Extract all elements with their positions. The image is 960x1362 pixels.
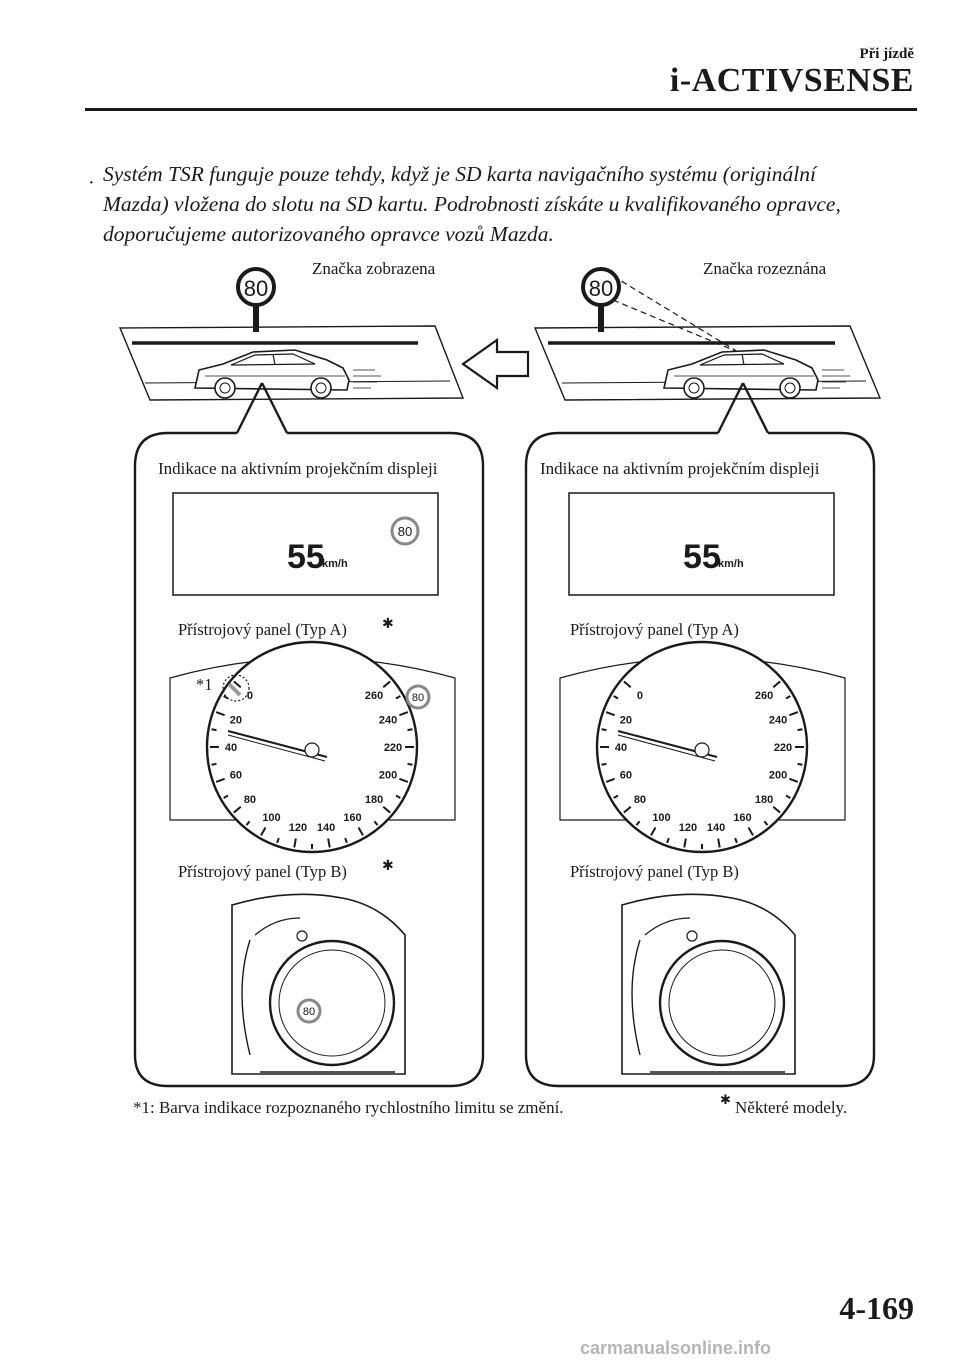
right-gauge-tick <box>602 764 607 765</box>
right-gauge-number: 20 <box>619 714 633 727</box>
left-gauge-number: 140 <box>316 821 336 834</box>
right-panel-b-label: Přístrojový panel (Typ B) <box>570 862 739 881</box>
left-gauge-number: 20 <box>229 714 243 727</box>
bullet-line-3: doporučujeme autorizovaného opravce vozů Mazda. <box>103 222 554 246</box>
left-hud-sign-value: 80 <box>397 524 413 539</box>
left-gauge-number: 40 <box>224 742 238 754</box>
left-gauge-number: 0 <box>246 689 254 702</box>
right-hud-label: Indikace na aktivním projekčním displeji <box>540 459 820 478</box>
right-gauge-tick <box>602 729 607 730</box>
left-gauge-number: 100 <box>262 812 281 825</box>
right-car <box>664 350 850 398</box>
bullet-line-1: Systém TSR funguje pouze tehdy, když je SD karta navigačního systému (originální <box>103 162 816 186</box>
left-gauge-number: 180 <box>364 794 384 807</box>
left-gauge-number: 160 <box>343 812 362 825</box>
right-sign-value: 80 <box>588 276 614 301</box>
right-gauge-number: 200 <box>768 769 788 782</box>
left-cluster-b <box>232 894 405 1074</box>
right-gauge-tick <box>798 764 803 765</box>
callout-label: *1 <box>196 675 213 694</box>
right-gauge-tick <box>798 729 803 730</box>
left-gauge-number: 80 <box>243 794 257 807</box>
left-panel-a-label: Přístrojový panel (Typ A) <box>178 620 347 639</box>
left-gauge-number: 200 <box>378 769 398 782</box>
left-gauge-tick <box>212 729 217 730</box>
right-gauge-number: 100 <box>652 812 671 825</box>
section-title: Při jízdě <box>859 46 914 62</box>
left-scene <box>120 269 463 400</box>
right-scene-label: Značka rozeznána <box>703 259 827 278</box>
right-gauge-number: 80 <box>633 794 647 807</box>
cluster-sign-value: 80 <box>302 1006 316 1018</box>
left-panel-a-mark: ✱ <box>382 617 394 632</box>
left-panel-b-label: Přístrojový panel (Typ B) <box>178 862 347 881</box>
footnote-mark: ✱ <box>720 1092 731 1107</box>
right-gauge-number: 180 <box>754 794 774 807</box>
right-gauge-number: 160 <box>733 812 752 825</box>
page-number: 4-169 <box>839 1290 914 1326</box>
bullet-mark: · <box>88 172 95 194</box>
bullet-line-2: Mazda) vložena do slotu na SD kartu. Podrobnosti získáte u kvalifikovaného opravce, <box>103 192 841 216</box>
right-hud-unit: km/h <box>718 558 744 570</box>
chapter-title: i-ACTIVSENSE <box>669 62 914 99</box>
left-gauge-number: 220 <box>383 742 403 754</box>
left-sign-value: 80 <box>243 276 269 301</box>
right-gauge-number: 220 <box>773 742 793 754</box>
left-hud-label: Indikace na aktivním projekčním displeji <box>158 459 438 478</box>
detection-line-top <box>613 276 738 352</box>
left-panel <box>135 383 483 1086</box>
footnote-some-models: Některé modely. <box>735 1098 848 1117</box>
left-gauge-tick <box>212 764 217 765</box>
right-gauge-number: 140 <box>706 821 726 834</box>
right-gauge-number: 120 <box>678 821 698 834</box>
right-cluster-b <box>622 894 795 1074</box>
left-gauge-number: 120 <box>288 821 308 834</box>
left-gauge-number: 60 <box>229 769 243 782</box>
right-gauge-number: 240 <box>768 714 788 727</box>
left-gauge-number: 260 <box>364 689 384 702</box>
left-gauge-tick <box>408 729 413 730</box>
right-gauge-number: 40 <box>614 742 628 754</box>
right-gauge-number: 60 <box>619 769 633 782</box>
left-hud-unit: km/h <box>322 558 348 570</box>
left-panel-b-mark: ✱ <box>382 859 394 874</box>
footnote-callout: *1: Barva indikace rozpoznaného rychlostního limitu se změní. <box>133 1098 564 1117</box>
right-gauge-number: 260 <box>754 689 774 702</box>
right-hud-speed: 55 <box>683 538 721 576</box>
left-gauge-tick <box>408 764 413 765</box>
left-gauge-number: 240 <box>378 714 398 727</box>
right-panel-a-label: Přístrojový panel (Typ A) <box>570 620 739 639</box>
left-car <box>195 350 381 398</box>
left-arrow-icon <box>463 340 528 388</box>
right-scene <box>535 269 880 400</box>
watermark: carmanualsonline.info <box>580 1338 772 1358</box>
left-hud-speed: 55 <box>287 538 325 576</box>
gauge-sign-value: 80 <box>411 692 425 704</box>
left-scene-label: Značka zobrazena <box>312 259 436 278</box>
right-panel <box>526 383 874 1086</box>
right-gauge-number: 0 <box>636 689 644 702</box>
